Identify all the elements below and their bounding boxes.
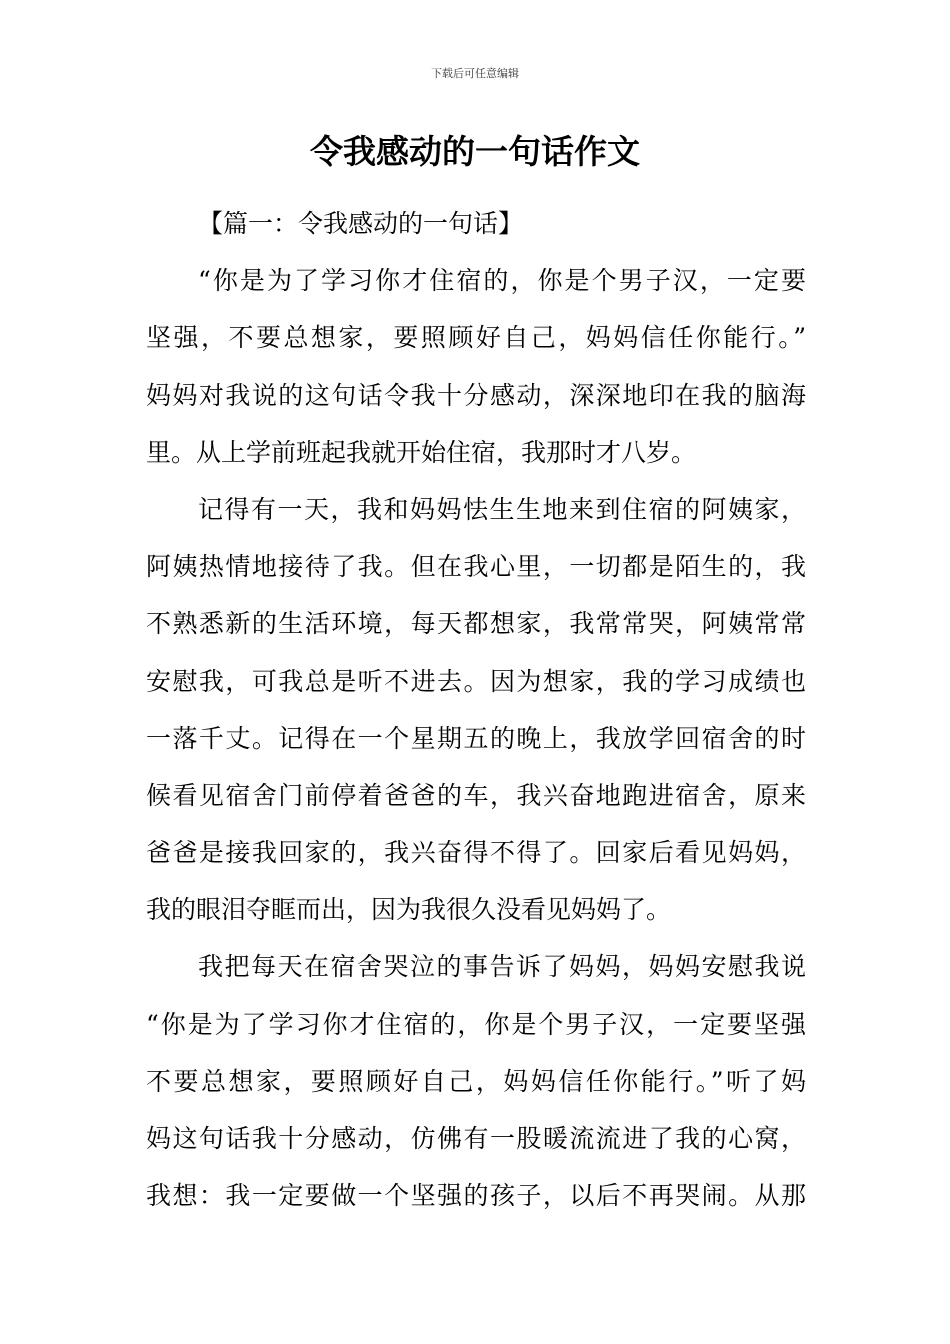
essay-line: 爸爸是接我回家的，我兴奋得不得了。回家后看见妈妈， [146, 838, 806, 868]
document-title: 令我感动的一句话作文 [310, 132, 640, 171]
essay-line: 记得有一天，我和妈妈怯生生地来到住宿的阿姨家， [198, 494, 806, 524]
essay-line: 安慰我，可我总是听不进去。因为想家，我的学习成绩也 [146, 666, 806, 696]
essay-line: “你是为了学习你才住宿的，你是个男子汉，一定要坚强 [146, 1009, 806, 1039]
essay-line: 我的眼泪夺眶而出，因为我很久没看见妈妈了。 [146, 895, 672, 925]
essay-line: 坚强，不要总想家，要照顾好自己，妈妈信任你能行。” [146, 323, 806, 353]
essay-line: 妈妈对我说的这句话令我十分感动，深深地印在我的脑海 [146, 380, 806, 410]
essay-line: 一落千丈。记得在一个星期五的晚上，我放学回宿舍的时 [146, 723, 806, 753]
essay-line: 里。从上学前班起我就开始住宿，我那时才八岁。 [146, 437, 697, 467]
essay-line: 【篇一：令我感动的一句话】 [198, 209, 524, 238]
essay-line: 阿姨热情地接待了我。但在我心里，一切都是陌生的，我 [146, 552, 806, 582]
essay-line: 不要总想家，要照顾好自己，妈妈信任你能行。”听了妈 [146, 1066, 806, 1096]
essay-line: “你是为了学习你才住宿的，你是个男子汉，一定要 [198, 266, 806, 296]
essay-line: 我把每天在宿舍哭泣的事告诉了妈妈，妈妈安慰我说 [198, 952, 806, 982]
header-note: 下载后可任意编辑 [431, 67, 519, 80]
essay-line: 妈这句话我十分感动，仿佛有一股暖流流进了我的心窝， [146, 1124, 806, 1153]
essay-line: 候看见宿舍门前停着爸爸的车，我兴奋地跑进宿舍，原来 [146, 780, 806, 810]
essay-body [146, 195, 806, 1224]
essay-line: 不熟悉新的生活环境，每天都想家，我常常哭，阿姨常常 [146, 609, 806, 639]
essay-line: 我想：我一定要做一个坚强的孩子，以后不再哭闹。从那 [146, 1181, 806, 1211]
